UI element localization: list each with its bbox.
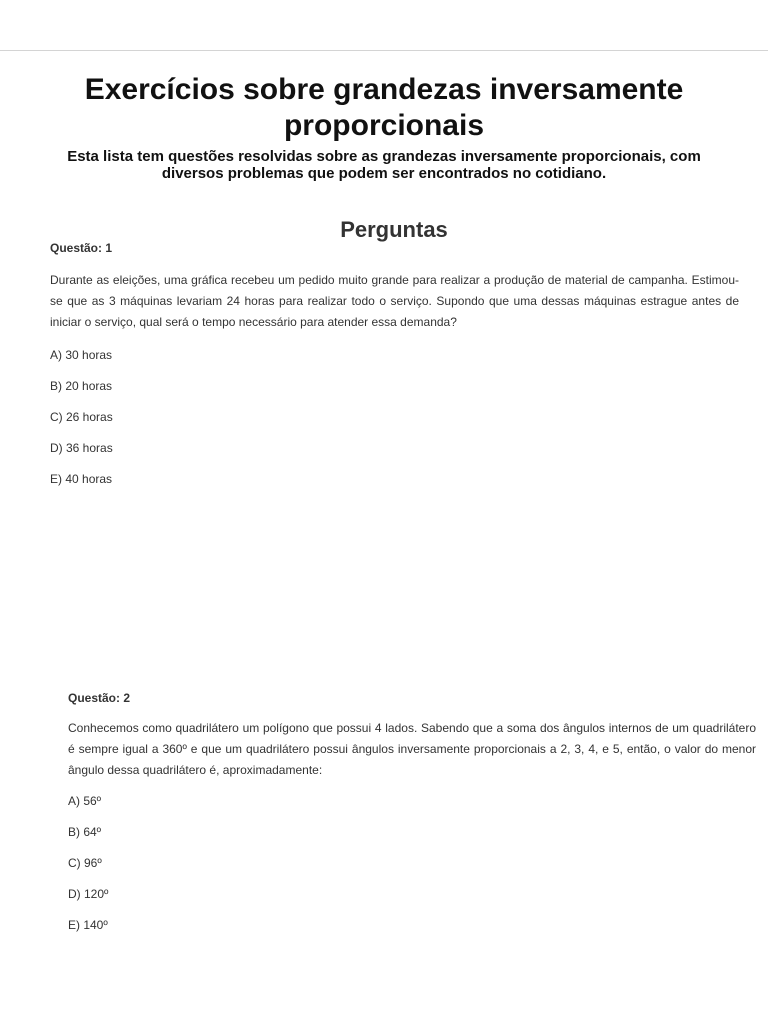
question-2-label: Questão: 2 [68,691,131,705]
page-subtitle: Esta lista tem questões resolvidas sobre as grandezas inversamente proporcionais, com diversos problemas que podem ser encontrados no cotidiano. [67,148,701,182]
question-1-options [50,347,739,487]
question-1-option-d[interactable]: D) 36 horas [50,441,113,455]
question-2-option-a[interactable]: A) 56º [68,794,102,808]
question-2-option-b[interactable]: B) 64º [68,825,102,839]
question-1-option-b[interactable]: B) 20 horas [50,379,113,393]
question-1-option-a[interactable]: A) 30 horas [50,348,113,362]
question-1-option-e[interactable]: E) 40 horas [50,472,113,486]
top-divider [0,50,768,51]
question-1-text: Durante as eleições, uma gráfica recebeu um pedido muito grande para realizar a produção de material de campanha. Estimou-se que as 3 máquinas levariam 24 horas para realizar todo o serviço. Supondo que uma dessas máquinas estrague antes de iniciar o serviço, qual será o tempo necessário para atender essa demanda? [50,273,739,329]
question-2-option-c[interactable]: C) 96º [68,856,102,870]
question-1-option-c[interactable]: C) 26 horas [50,410,113,424]
question-2 [68,690,756,948]
question-1 [50,240,739,502]
question-2-options [68,793,756,933]
page-title: Exercícios sobre grandezas inversamente proporcionais [84,73,684,142]
question-1-label: Questão: 1 [50,241,113,255]
question-2-text: Conhecemos como quadrilátero um polígono que possui 4 lados. Sabendo que a soma dos ângulos internos de um quadrilátero é sempre igual a 360º e que um quadrilátero possui ângulos inversamente proporcionais a 2, 3, 4, e 5, então, o valor do menor ângulo dessa quadrilátero é, aproximadamente: [68,721,756,777]
question-2-option-e[interactable]: E) 140º [68,918,108,932]
section-heading-perguntas: Perguntas [340,217,448,242]
question-2-option-d[interactable]: D) 120º [68,887,109,901]
